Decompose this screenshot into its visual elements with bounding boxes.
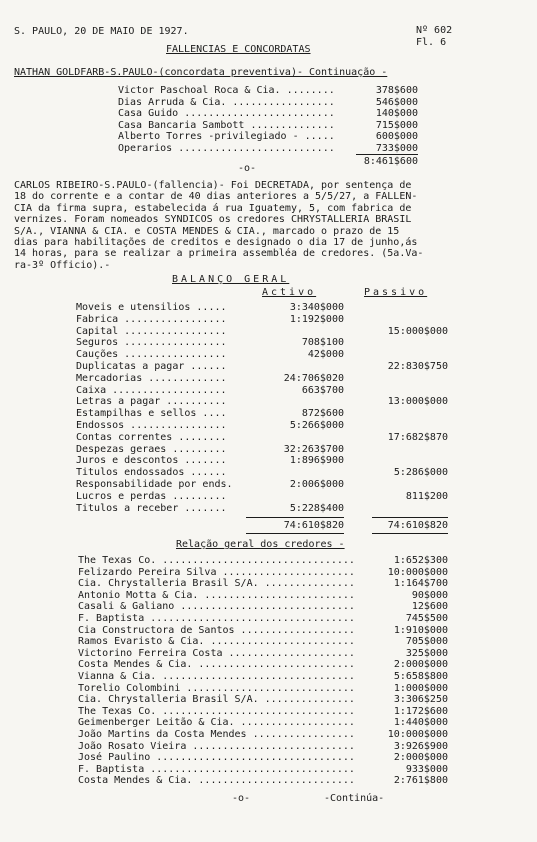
creditor-row-label: F. Baptista .................................. (78, 613, 355, 624)
passivo-total: 74:610$820 (387, 520, 448, 531)
balance-row-activo: 1:192$000 (289, 313, 344, 325)
activo-total-rule (246, 517, 344, 518)
creditor-row-label: F. Baptista .................................. (78, 763, 355, 775)
balance-row-activo: 872$600 (301, 408, 344, 420)
balance-row-passivo: 22:830$750 (387, 361, 448, 372)
creditors-title: Relação geral dos credores - (176, 539, 345, 550)
creditor-row-value: 1:910$000 (393, 624, 448, 636)
passivo-header: Passivo (364, 287, 428, 298)
creditor-row-label: Antonio Motta & Cia. ......................... (78, 589, 355, 601)
block1-row-label: Alberto Torres -privilegiado - ..... (118, 131, 335, 143)
balance-row-label: Responsabilidade por ends. (76, 479, 233, 490)
balance-row-label: Mercadorias ............. (76, 372, 227, 384)
balance-row-activo: 2:006$000 (289, 479, 344, 490)
creditor-row-label: Victorino Ferreira Costa ..................... (78, 647, 355, 659)
balance-row-activo: 42$000 (307, 349, 344, 361)
section-title: FALLENCIAS E CONCORDATAS (166, 44, 311, 55)
balance-row-label: Letras a pagar .......... (76, 396, 227, 408)
balance-row-activo: 32:263$700 (283, 443, 344, 455)
block1-row-label: Victor Paschoal Roca & Cia. ........ (118, 85, 335, 96)
creditor-row-label: João Rosato Vieira ........................... (78, 740, 355, 752)
creditor-row-value: 10:000$000 (387, 729, 448, 740)
creditor-row-label: Felizardo Pereira Silva ...................... (78, 566, 355, 578)
block1-row-label: Casa Bancaria Sambott .............. (118, 119, 335, 131)
creditor-row-value: 933$000 (405, 763, 448, 775)
paragraph-line: CARLOS RIBEIRO-S.PAULO-(fallencia)- Foi DECRETADA, por sentença de (14, 180, 412, 191)
creditor-row-value: 2:000$000 (393, 752, 448, 764)
paragraph-line: dias para habilitações de creditos e designado o dia 17 de junho,ás (14, 237, 418, 248)
creditor-row-value: 2:761$800 (393, 775, 448, 787)
balance-row-passivo: 15:000$000 (387, 325, 448, 337)
block1-row-label: Operarios .......................... (118, 143, 335, 154)
paragraph-line: vernizes. Foram nomeados SYNDICOS os credores CHRYSTALLERIA BRASIL (14, 214, 412, 226)
balance-row-label: Moveis e utensilios ..... (76, 302, 227, 313)
folio-number: Fl. 6 (416, 37, 447, 48)
creditor-row-value: 1:000$000 (393, 682, 448, 694)
block1-row-value: 140$000 (375, 108, 418, 120)
activo-header: Activo (262, 287, 317, 298)
creditor-row-label: José Paulino ................................. (78, 752, 355, 764)
creditor-row-value: 2:000$000 (393, 659, 448, 671)
creditor-row-value: 3:306$250 (393, 694, 448, 706)
creditor-row-label: Costa Mendes & Cia. .......................... (78, 659, 355, 671)
passivo-total-underline (372, 533, 448, 534)
balance-row-activo: 663$700 (301, 384, 344, 396)
block1-separator: -o- (238, 163, 257, 174)
balance-row-activo: 5:228$400 (289, 502, 344, 514)
header-date: S. PAULO, 20 DE MAIO DE 1927. (14, 26, 189, 37)
paragraph-line: 18 do corrente e a contar de 40 dias anteriores a 5/5/27, a FALLEN- (14, 191, 418, 203)
balance-row-activo: 24:706$020 (283, 372, 344, 384)
balance-row-label: Titulos endossados ...... (76, 467, 227, 479)
creditor-row-value: 1:164$700 (393, 578, 448, 590)
paragraph-line: CIA da firma supra, estabelecida á rua Iguatemy, 5, com fabrica de (14, 202, 412, 214)
balance-row-passivo: 5:286$000 (393, 467, 448, 479)
page-number: Nº 602 (416, 25, 453, 36)
creditor-row-value: 3:926$900 (393, 740, 448, 752)
creditor-row-label: The Texas Co. ................................ (78, 705, 355, 717)
creditor-row-label: Cia. Chrystalleria Brasil S/A. ............... (78, 694, 355, 706)
creditor-row-label: Vianna & Cia. ................................ (78, 671, 355, 682)
balance-row-passivo: 811$200 (405, 490, 448, 502)
balance-row-label: Cauções ................. (76, 349, 227, 361)
block1-total: 8:461$600 (363, 156, 418, 167)
block1-row-value: 733$000 (375, 143, 418, 154)
creditor-row-value: 1:440$000 (393, 717, 448, 729)
balance-row-activo: 3:340$000 (289, 302, 344, 313)
balance-row-activo: 708$100 (301, 337, 344, 349)
creditor-row-value: 1:652$300 (393, 555, 448, 566)
block1-row-label: Dias Arruda & Cia. ................. (118, 96, 335, 108)
balance-row-label: Estampilhas e sellos .... (76, 408, 227, 420)
block1-row-value: 715$000 (375, 119, 418, 131)
balance-row-label: Despezas geraes ......... (76, 443, 227, 455)
creditor-row-value: 90$000 (411, 589, 448, 601)
creditor-row-label: Casali & Galiano ............................. (78, 601, 355, 613)
creditor-row-label: The Texas Co. ................................ (78, 555, 355, 566)
balance-title: BALANÇO GERAL (172, 274, 290, 285)
creditor-row-value: 705$000 (405, 636, 448, 648)
creditor-row-value: 12$600 (411, 601, 448, 613)
block1-row-label: Casa Guido ......................... (118, 108, 335, 120)
balance-row-label: Seguros ................. (76, 337, 227, 349)
creditor-row-label: Costa Mendes & Cia. .......................... (78, 775, 355, 787)
creditors-separator: -o- (232, 793, 251, 804)
balance-row-label: Juros e descontos ....... (76, 455, 227, 467)
creditor-row-value: 1:172$600 (393, 705, 448, 717)
paragraph-line: 14 horas, para se realizar a primeira assembléa de credores. (5a.Va- (14, 248, 424, 260)
passivo-total-rule (372, 517, 448, 518)
creditor-row-label: Cia. Chrystalleria Brasil S/A. ............... (78, 578, 355, 590)
activo-total-underline (246, 533, 344, 534)
creditor-row-label: João Martins da Costa Mendes ................. (78, 729, 355, 740)
balance-row-label: Endossos ................ (76, 420, 227, 431)
block1-row-value: 546$000 (375, 96, 418, 108)
balance-row-label: Caixa ................... (76, 384, 227, 396)
creditor-row-label: Geimenberger Leitão & Cia. ................... (78, 717, 355, 729)
paragraph-line: S/A., VIANNA & CIA. e COSTA MENDES & CIA., marcado o prazo de 15 (14, 225, 400, 237)
paragraph-line: ra-3º Officio).- (14, 259, 111, 271)
balance-row-passivo: 17:682$870 (387, 431, 448, 443)
block1-total-rule (356, 154, 418, 155)
creditor-row-value: 745$500 (405, 613, 448, 624)
balance-row-passivo: 13:000$000 (387, 396, 448, 408)
balance-row-label: Fabrica ................. (76, 313, 227, 325)
continua-label: -Continúa- (324, 793, 385, 804)
balance-row-activo: 5:266$000 (289, 420, 344, 431)
block1-row-value: 600$000 (375, 131, 418, 143)
creditor-row-label: Torelio Colombini ............................ (78, 682, 355, 694)
block1-title: NATHAN GOLDFARB-S.PAULO-(concordata preventiva)- Continuação - (14, 67, 388, 78)
creditor-row-value: 5:658$800 (393, 671, 448, 682)
balance-row-label: Contas correntes ........ (76, 431, 227, 443)
creditor-row-value: 325$000 (405, 647, 448, 659)
balance-row-label: Titulos a receber ....... (76, 502, 227, 514)
balance-row-activo: 1:896$900 (289, 455, 344, 467)
creditor-row-value: 10:000$000 (387, 566, 448, 578)
block1-row-value: 378$600 (375, 85, 418, 96)
creditor-row-label: Ramos Evaristo & Cia. ........................ (78, 636, 355, 648)
activo-total: 74:610$820 (283, 520, 344, 531)
creditor-row-label: Cia Constructora de Santos ................... (78, 624, 355, 636)
balance-row-label: Capital ................. (76, 325, 227, 337)
balance-row-label: Duplicatas a pagar ...... (76, 361, 227, 372)
balance-row-label: Lucros e perdas ......... (76, 490, 227, 502)
